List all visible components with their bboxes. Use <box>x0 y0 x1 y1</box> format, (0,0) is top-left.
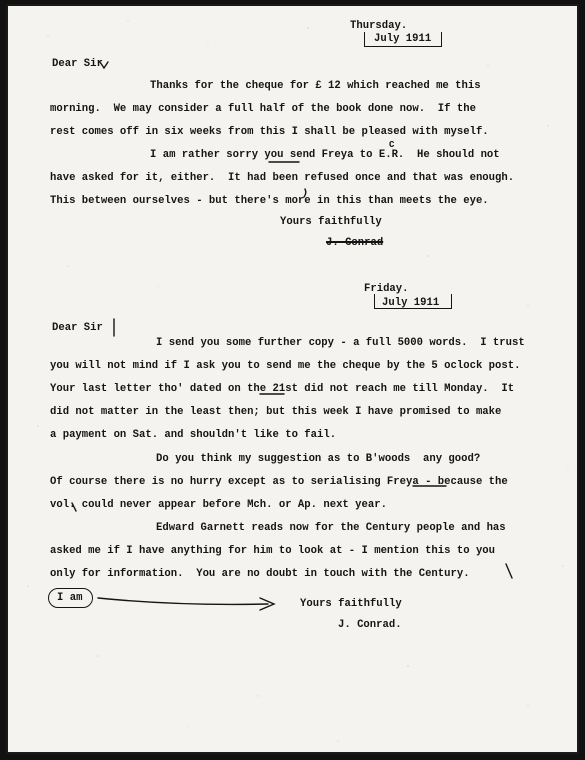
letter1-date-month: July 1911 <box>374 33 432 45</box>
letter2-date-month: July 1911 <box>382 297 440 309</box>
letter1-line-6: This between ourselves - but there's more in this than meets the eye. <box>50 195 489 207</box>
handwritten-marks <box>8 6 579 754</box>
letter1-line-5: have asked for it, either. It had been refused once and that was enough. <box>50 172 515 184</box>
letter2-signature: J. Conrad. <box>338 619 402 631</box>
letter1-insert-mark: C <box>389 140 395 150</box>
letter2-line-4: did not matter in the least then; but this week I have promised to make <box>50 406 502 418</box>
letter2-line-8: vol. could never appear before Mch. or Ap. next year. <box>50 499 387 511</box>
letter2-date-day: Friday. <box>364 283 409 295</box>
letter2-line-6: Do you think my suggestion as to B'woods any good? <box>156 453 481 465</box>
letter2-line-7: Of course there is no hurry except as to serialising Freya - because the <box>50 476 508 488</box>
letter1-date-day: Thursday. <box>350 20 408 32</box>
letter1-salutation: Dear Sir <box>52 58 103 70</box>
letter2-line-1: I send you some further copy - a full 5000 words. I trust <box>156 337 525 349</box>
letter2-line-10: asked me if I have anything for him to look at - I mention this to you <box>50 545 496 557</box>
letter2-line-2: you will not mind if I ask you to send me the cheque by the 5 oclock post. <box>50 360 521 372</box>
letter1-line-4: I am rather sorry you send Freya to E.R. He should not <box>150 149 500 161</box>
letter1-line-2: morning. We may consider a full half of the book done now. If the <box>50 103 476 115</box>
letter2-line-11: only for information. You are no doubt in touch with the Century. <box>50 568 470 580</box>
letter2-closing: Yours faithfully <box>300 598 402 610</box>
letter2-salutation: Dear Sir <box>52 322 103 334</box>
letter1-line-3: rest comes off in six weeks from this I shall be pleased with myself. <box>50 126 489 138</box>
letter2-annotation-oval: I am <box>48 588 93 608</box>
letter-page <box>6 4 579 754</box>
letter1-line-1: Thanks for the cheque for £ 12 which reached me this <box>150 80 481 92</box>
letter2-line-9: Edward Garnett reads now for the Century people and has <box>156 522 506 534</box>
letter1-closing: Yours faithfully <box>280 216 382 228</box>
letter2-line-5: a payment on Sat. and shouldn't like to fail. <box>50 429 337 441</box>
letter2-line-3: Your last letter tho' dated on the 21st did not reach me till Monday. It <box>50 383 515 395</box>
letter1-signature: J. Conrad <box>326 237 384 249</box>
